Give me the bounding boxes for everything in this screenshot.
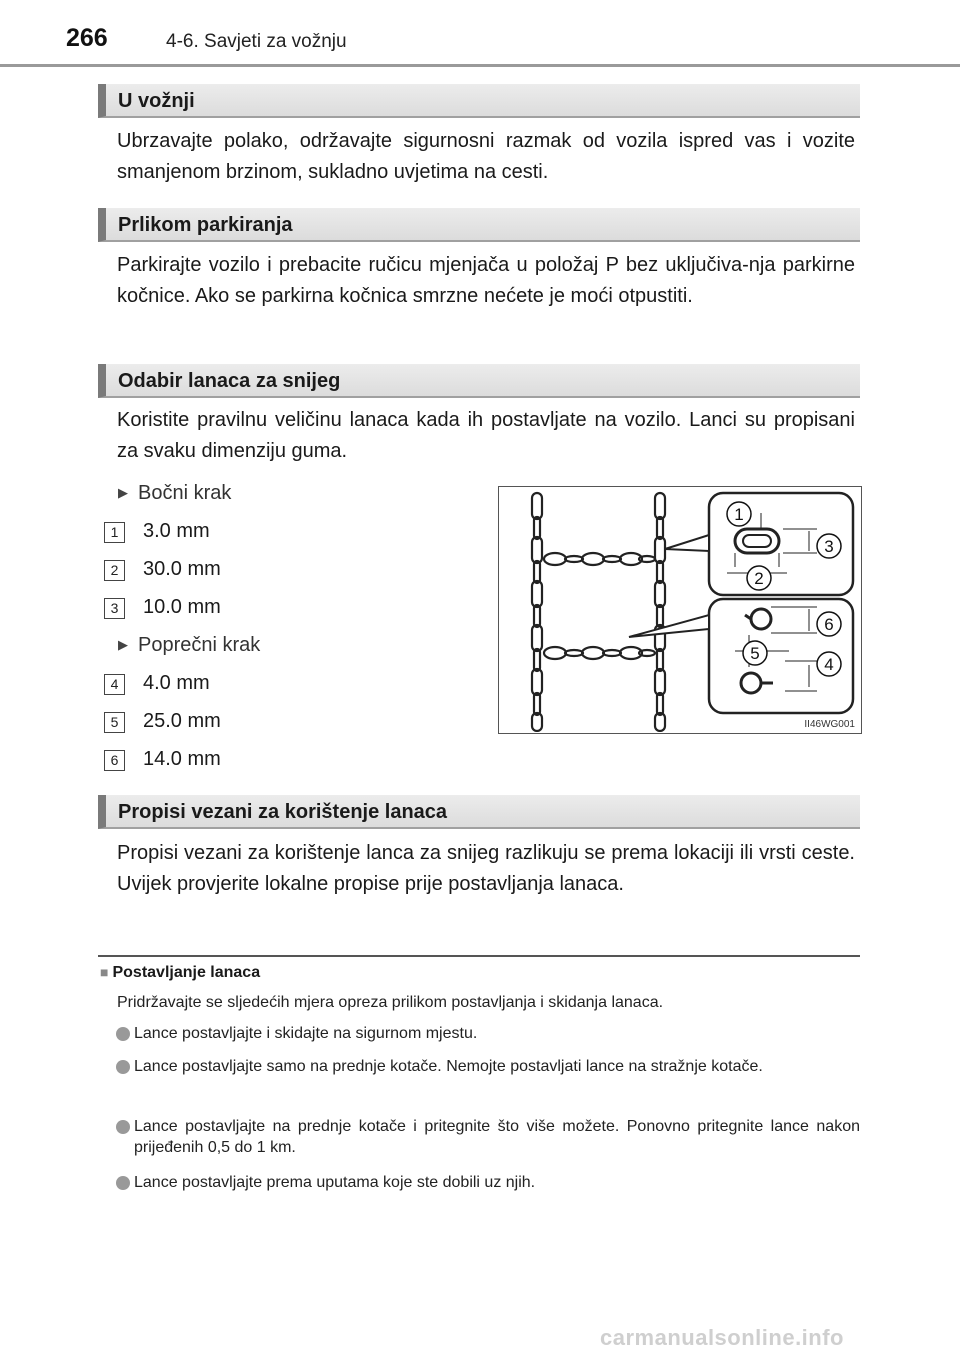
header-divider — [0, 64, 960, 67]
note-bullet: Lance postavljajte i skidajte na sigurnom mjestu. — [98, 1023, 860, 1044]
chapter-title: 4-6. Savjeti za vožnju — [166, 31, 347, 52]
cross-link-label: ▶ Poprečni krak — [118, 634, 260, 657]
figure-callout-2 — [747, 566, 771, 590]
page-number: 266 — [66, 24, 108, 52]
spec-number-badge: 1 — [104, 522, 125, 543]
spec-value: 3.0 mm — [143, 520, 210, 542]
section-title: Prlikom parkiranja — [118, 214, 293, 236]
section-title: U vožnji — [118, 90, 195, 112]
figure-code: II46WG001 — [804, 719, 855, 730]
section-text-driving: Ubrzavajte polako, održavajte sigurnosni razmak od vozila ispred vas i vozite smanjenom brzinom, sukladno uvjetima na cesti. — [117, 130, 855, 183]
lower-cross-chain — [544, 647, 655, 659]
section-title: Odabir lanaca za snijeg — [118, 370, 341, 392]
side-link-label: ▶ Bočni krak — [118, 482, 231, 505]
spec-number-badge: 5 — [104, 712, 125, 733]
section-heading-chain-selection — [98, 364, 860, 398]
svg-text:6: 6 — [824, 615, 834, 634]
spec-number-badge: 2 — [104, 560, 125, 581]
spec-value: 10.0 mm — [143, 596, 221, 618]
spec-value: 25.0 mm — [143, 710, 221, 732]
figure-callout-5 — [743, 641, 767, 665]
bullet-dot-icon — [116, 1120, 130, 1134]
figure-callout-1 — [727, 502, 751, 526]
spec-value: 14.0 mm — [143, 748, 221, 770]
spec-number-badge: 6 — [104, 750, 125, 771]
bullet-dot-icon — [116, 1027, 130, 1041]
section-text-parking: Parkirajte vozilo i prebacite ručicu mjenjača u položaj P bez uključiva-nja parkirne kočnice. Ako se parkirna kočnica smrzne nećete je moći otpustiti. — [117, 254, 855, 307]
section-title: Propisi vezani za korištenje lanaca — [118, 801, 448, 823]
upper-cross-chain — [544, 553, 655, 565]
bullet-dot-icon — [116, 1060, 130, 1074]
note-title: ■ Postavljanje lanaca — [100, 964, 260, 982]
section-heading-driving — [98, 84, 860, 118]
section-heading-chain-regulations — [98, 795, 860, 829]
note-intro: Pridržavajte se sljedećih mjera opreza prilikom postavljanja i skidanja lanaca. — [117, 994, 664, 1011]
section-text-chain-selection: Koristite pravilnu veličinu lanaca kada ih postavljate na vozilo. Lanci su propisani za svaku dimenziju guma. — [117, 409, 855, 462]
spec-number-badge: 3 — [104, 598, 125, 619]
note-bullet: Lance postavljajte na prednje kotače i pritegnite što više možete. Ponovno pritegnite lance nakon prijeđenih 0,5 do 1 km. — [98, 1116, 860, 1158]
bullet-dot-icon — [116, 1176, 130, 1190]
watermark: carmanualsonline.info — [600, 1325, 844, 1350]
svg-text:3: 3 — [824, 537, 834, 556]
svg-text:1: 1 — [734, 505, 744, 524]
left-side-chain — [532, 493, 542, 731]
note-bullet: Lance postavljajte samo na prednje kotače. Nemojte postavljati lance na stražnje kotače. — [98, 1056, 860, 1077]
figure-callout-3 — [817, 534, 841, 558]
spec-value: 4.0 mm — [143, 672, 210, 694]
section-text-chain-regulations: Propisi vezani za korištenje lanca za snijeg razlikuju se prema lokaciji ili vrsti ceste. Uvijek provjerite lokalne propise prije postavljanja lanaca. — [117, 842, 855, 895]
figure-callout-6 — [817, 612, 841, 636]
svg-text:4: 4 — [824, 655, 834, 674]
svg-text:2: 2 — [754, 569, 764, 588]
figure-callout-4 — [817, 652, 841, 676]
note-bullet: Lance postavljajte prema uputama koje ste dobili uz njih. — [98, 1172, 860, 1193]
spec-value: 30.0 mm — [143, 558, 221, 580]
svg-text:5: 5 — [750, 644, 760, 663]
note-divider — [98, 955, 860, 957]
section-heading-parking — [98, 208, 860, 242]
snow-chain-figure — [498, 486, 862, 734]
spec-number-badge: 4 — [104, 674, 125, 695]
snow-chain-illustration — [499, 487, 860, 732]
right-side-chain — [655, 493, 665, 731]
